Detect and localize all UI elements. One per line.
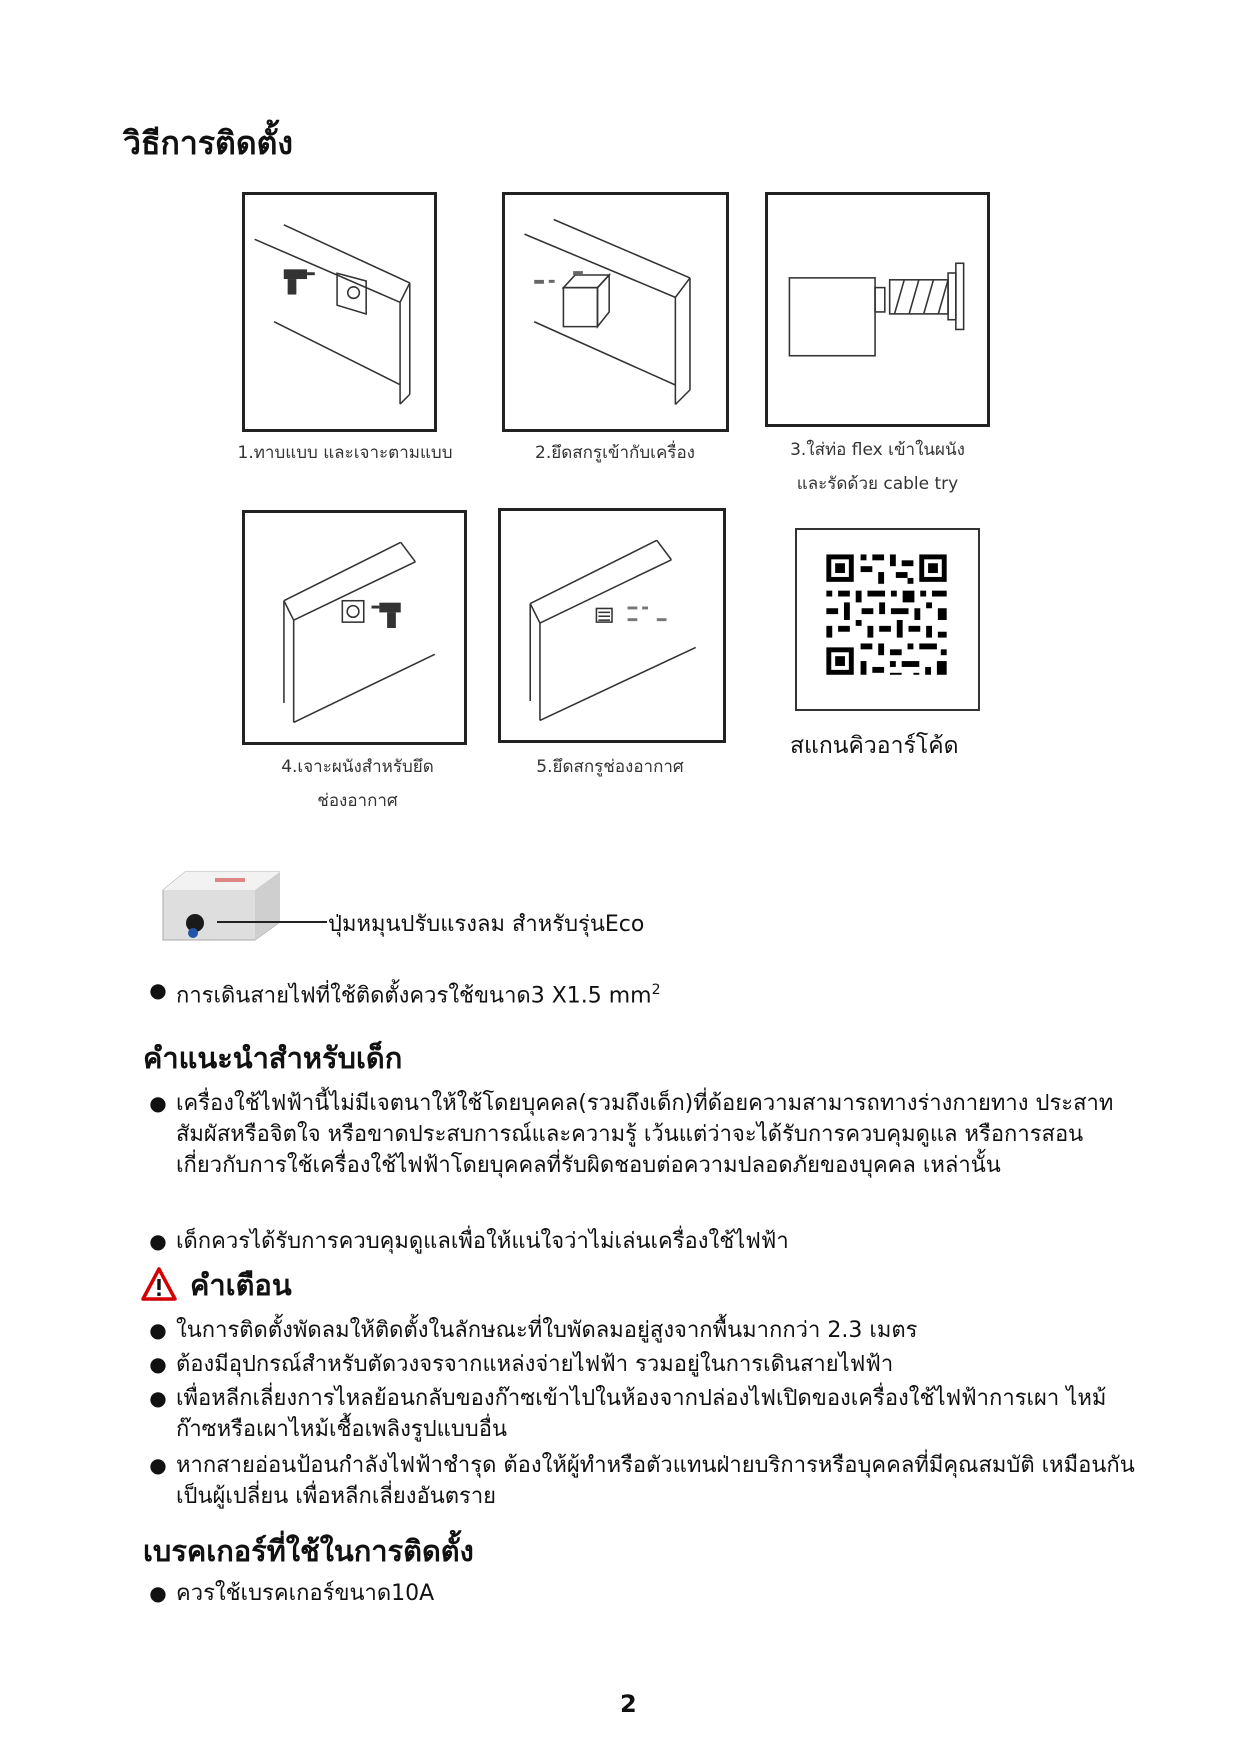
- wall-drill-template-drawing: [245, 195, 434, 429]
- step-1-caption: [230, 436, 460, 470]
- list-item: [140, 1088, 1120, 1181]
- step-4-illustration: [242, 510, 467, 745]
- wiring-note: [140, 975, 1140, 1011]
- list-item-text: หากสายอ่อนป้อนกำลังไฟฟ้าชำรุด ต้องให้ผู้ทำหรือตัวแทนฝ่ายบริการหรือบุคคลที่มีคุณสมบัติ เหมือนกันเป็นผู้เปลี่ยน เพื่อหลีกเลี่ยงอันตราย: [176, 1453, 1135, 1509]
- bullet-dot: ●: [149, 1453, 167, 1477]
- bullet-dot: ●: [149, 1352, 167, 1376]
- warning-heading: คำเตือน: [190, 1268, 292, 1302]
- device-photo: [155, 870, 280, 942]
- bullet-dot: ●: [149, 978, 167, 1002]
- step-2-caption: [505, 436, 725, 470]
- list-item-text: เครื่องใช้ไฟฟ้านี้ไม่มีเจตนาให้ใช้โดยบุคคล(รวมถึงเด็ก)ที่ด้อยความสามารถทางร่างกายทาง ประสาทสัมผัสหรือจิตใจ หรือขาดประสบการณ์และความรู้ เว้นแต่ว่าจะได้รับการควบคุมดูแล หรือการสอนเกี่ยวกับการใช้เครื่องใช้ไฟฟ้าโดยบุคคลที่รับผิดชอบต่อความปลอดภัยของบุคคล เหล่านั้น: [176, 1091, 1114, 1178]
- warning-triangle-icon: [141, 1267, 177, 1301]
- flex-duct-drawing: [768, 195, 987, 424]
- list-item-text: เด็กควรได้รับการควบคุมดูแลเพื่อให้แน่ใจว่าไม่เล่นเครื่องใช้ไฟฟ้า: [176, 1229, 789, 1254]
- page-title: วิธีการติดตั้ง: [123, 124, 293, 162]
- knob-pointer-line: [217, 921, 327, 923]
- bullet-dot: ●: [149, 1581, 167, 1605]
- list-item: [140, 1578, 1140, 1609]
- list-item: [140, 1450, 1140, 1512]
- step-2-illustration: [502, 192, 729, 432]
- list-item-text: เพื่อหลีกเลี่ยงการไหลย้อนกลับของก๊าซเข้าไปในห้องจากปล่องไฟเปิดของเครื่องใช้ไฟฟ้าการเผา ไหม้ก๊าซหรือเผาไหม้เชื้อเพลิงรูปแบบอื่น: [176, 1386, 1107, 1442]
- screw-unit-drawing: [505, 195, 726, 429]
- qr-code[interactable]: [797, 530, 978, 709]
- drill-icon: [372, 603, 401, 628]
- caption-line: และรัดด้วย cable try: [796, 474, 959, 494]
- step-5-illustration: [498, 508, 726, 743]
- drill-icon: [284, 269, 315, 294]
- list-item-text: ควรใช้เบรคเกอร์ขนาด10A: [176, 1581, 435, 1606]
- breaker-heading: เบรคเกอร์ที่ใช้ในการติดตั้ง: [143, 1534, 474, 1568]
- caption-line: ช่องอากาศ: [317, 791, 398, 811]
- wall-drill-vent-drawing: [245, 513, 464, 742]
- qr-code-frame: [795, 528, 980, 711]
- children-heading: คำแนะนำสำหรับเด็ก: [143, 1041, 403, 1075]
- step-1-illustration: [242, 192, 437, 432]
- bullet-dot: ●: [149, 1386, 167, 1410]
- bullet-dot: ●: [149, 1318, 167, 1342]
- list-item-text: ต้องมีอุปกรณ์สำหรับตัดวงจรจากแหล่งจ่ายไฟฟ้า รวมอยู่ในการเดินสายไฟฟ้า: [176, 1352, 894, 1377]
- list-item: [140, 1383, 1140, 1445]
- wiring-note-superscript: 2: [651, 982, 661, 998]
- wiring-note-text: การเดินสายไฟที่ใช้ติดตั้งควรใช้ขนาด3 X1.5 mm: [176, 983, 652, 1009]
- bullet-dot: ●: [149, 1229, 167, 1253]
- caption-line: 2.ยึดสกรูเข้ากับเครื่อง: [535, 443, 695, 463]
- step-5-caption: [500, 750, 720, 784]
- vent-screw-drawing: [501, 511, 723, 740]
- list-item: [140, 1226, 1120, 1257]
- step-3-illustration: [765, 192, 990, 427]
- step-4-caption: [245, 750, 470, 818]
- list-item-text: ในการติดตั้งพัดลมให้ติดตั้งในลักษณะที่ใบพัดลมอยู่สูงจากพื้นมากกว่า 2.3 เมตร: [176, 1318, 918, 1343]
- knob-label: ปุ่มหมุนปรับแรงลม สำหรับรุ่นEco: [328, 912, 645, 937]
- list-item: [140, 1349, 1140, 1380]
- caption-line: 4.เจาะผนังสำหรับยึด: [281, 757, 434, 777]
- qr-label: สแกนคิวอาร์โค้ด: [790, 733, 959, 759]
- caption-line: 5.ยึดสกรูช่องอากาศ: [536, 757, 684, 777]
- bullet-dot: ●: [149, 1091, 167, 1115]
- caption-line: 1.ทาบแบบ และเจาะตามแบบ: [237, 443, 453, 463]
- list-item: [140, 1315, 1140, 1346]
- caption-line: 3.ใส่ท่อ flex เข้าในผนัง: [790, 440, 965, 460]
- step-3-caption: [765, 433, 990, 501]
- page-number: 2: [620, 1690, 637, 1718]
